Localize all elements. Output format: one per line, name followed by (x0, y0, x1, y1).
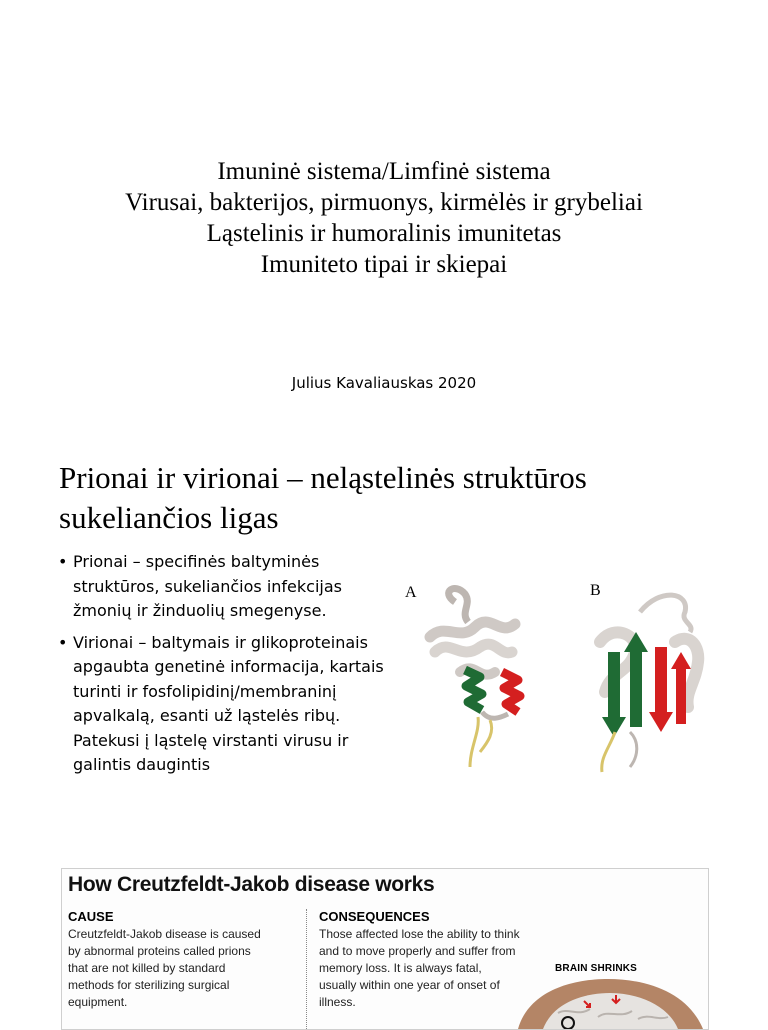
infographic-title: How Creutzfeldt-Jakob disease works (68, 873, 435, 896)
bullet-dot-icon: • (58, 552, 68, 571)
protein-a-ribbon-icon (400, 582, 570, 782)
cause-line: that are not killed by standard (68, 961, 226, 975)
column-divider (306, 909, 307, 1029)
slide-heading (59, 458, 739, 538)
title-line-4: Imuniteto tipai ir skiepai (260, 251, 508, 278)
title-slide (0, 0, 768, 420)
heading-line-2: sukeliančios ligas (59, 500, 279, 535)
figure-label-a: A (405, 584, 417, 601)
protein-b-ribbon-icon (580, 582, 730, 782)
consequences-text (319, 926, 520, 1011)
cause-line: methods for sterilizing surgical (68, 978, 230, 992)
title-line-2: Virusai, bakterijos, pirmuonys, kirmėlės ir grybeliai (125, 189, 643, 216)
title-line-3: Ląstelinis ir humoralinis imunitetas (206, 220, 562, 247)
cjd-infographic (61, 868, 709, 1030)
title-line-1: Imuninė sistema/Limfinė sistema (217, 158, 551, 185)
protein-structure-b (580, 582, 730, 782)
bullet-text: Prionai – specifinės baltyminės struktūros, sukeliančios infekcijas žmonių ir žinduolių smegenyse. (73, 552, 342, 620)
consequences-line: Those affected lose the ability to think (319, 927, 520, 941)
protein-structure-a (400, 582, 570, 782)
slide-title (0, 156, 768, 280)
cause-line: equipment. (68, 995, 128, 1009)
author-line: Julius Kavaliauskas 2020 (291, 374, 477, 392)
consequences-heading: CONSEQUENCES (319, 909, 430, 924)
figure-label-b: B (590, 582, 601, 599)
shrinking-brain-icon (498, 973, 708, 1029)
consequences-line: and to move properly and suffer from (319, 944, 516, 958)
cause-line: Creutzfeldt-Jakob disease is caused (68, 927, 261, 941)
heading-line-1: Prionai ir virionai – neląstelinės struktūros (59, 460, 587, 495)
consequences-line: memory loss. It is always fatal, (319, 961, 482, 975)
brain-shrinks-label: BRAIN SHRINKS (555, 963, 638, 974)
cause-text (68, 926, 261, 1011)
consequences-line: usually within one year of onset of (319, 978, 500, 992)
prions-slide (0, 420, 768, 848)
bullet-item (58, 550, 388, 624)
cause-heading: CAUSE (68, 909, 114, 924)
bullet-item (58, 631, 388, 778)
consequences-line: illness. (319, 995, 356, 1009)
bullet-list (58, 550, 388, 785)
bullet-dot-icon: • (58, 632, 68, 652)
cause-line: by abnormal proteins called prions (68, 944, 251, 958)
bullet-text: Virionai – baltymais ir glikoproteinais apgaubta genetinė informacija, kartais turinti ir fosfolipidinį/membraninį apvalkalą, esanti už ląstelės ribų. Patekusi į ląstelę virstanti virusu ir galintis daugintis (73, 632, 384, 774)
